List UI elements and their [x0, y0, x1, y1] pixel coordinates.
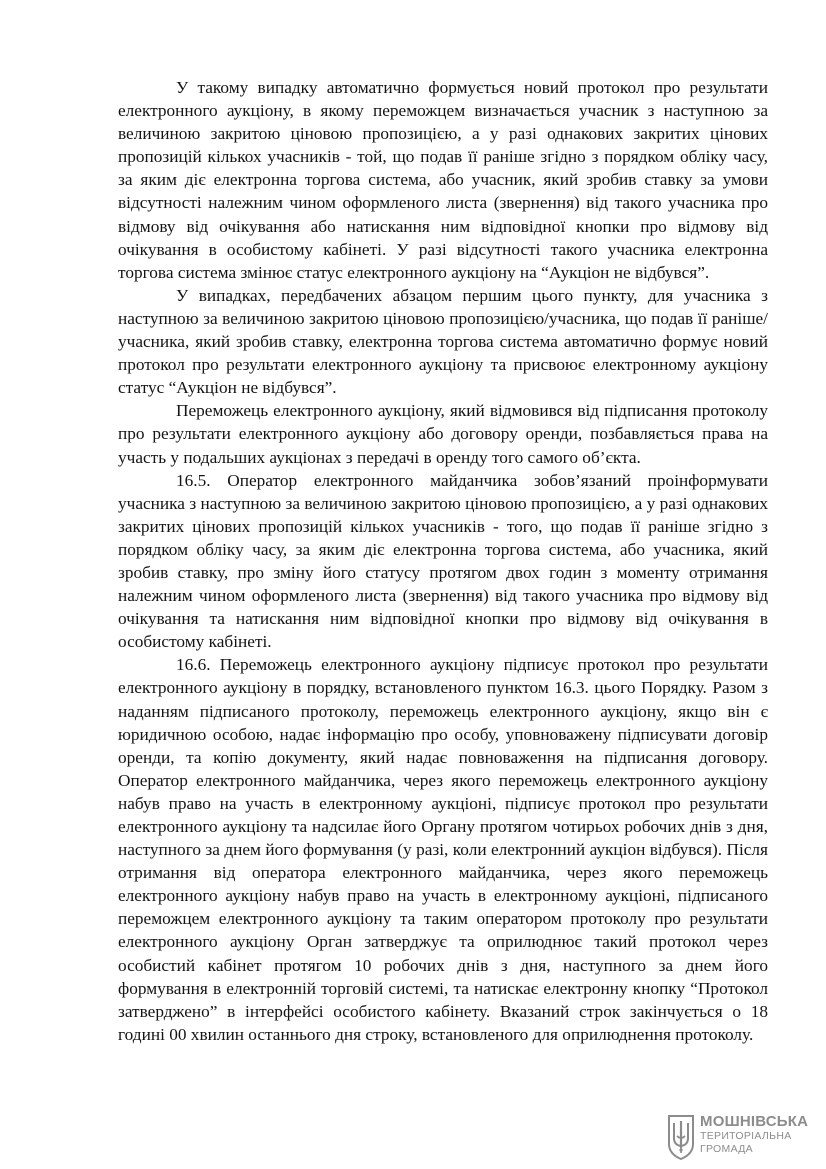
document-body [118, 76, 768, 1046]
logo-subtitle-2: ГРОМАДА [700, 1143, 753, 1155]
paragraph-2: У випадках, передбачених абзацом першим цього пункту, для учасника з наступною за величиною закритою ціновою пропозицією/учасника, що подав її раніше/учасника, який зробив ставку, електронна торгова система автоматично формує новий протокол про результати електронного аукціону та присвоює електронному аукціону статус “Аукціон не відбувся”. [118, 285, 768, 398]
trident-emblem-icon [666, 1114, 696, 1160]
logo-title: МОШНІВСЬКА [700, 1113, 809, 1130]
paragraph-16-6: 16.6. Переможець електронного аукціону підписує протокол про результати електронного аукціону в порядку, встановленого пунктом 16.3. цього Порядку. Разом з наданням підписаного протоколу, переможець електронного аукціону, якщо він є юридичною особою, надає інформацію про особу, уповноважену підписувати договір оренди, та копію документу, який надає повноваження на підписання договору. Оператор електронного майданчика, через якого переможець електронного аукціону набув право на участь в електронному аукціоні, підписує протокол про результати електронного аукціону та надсилає його Органу протягом чотирьох робочих днів з дня, наступного за днем його формування (у разі, коли електронний аукціон відбувся). Після отримання від оператора електронного майданчика, через якого переможець електронного аукціону набув право на участь в електронному аукціоні, підписаного переможцем електронного аукціону та таким оператором протоколу про результати електронного аукціону Орган затверджує та оприлюднює такий протокол через особистий кабінет протягом 10 робочих днів з дня, наступного за днем його формування в електронній торговій системі, та натискає електронну кнопку “Протокол затверджено” в інтерфейсі особистого кабінету. Вказаний строк закінчується о 18 годині 00 хвилин останнього дня строку, встановленого для оприлюднення протоколу. [118, 655, 768, 1044]
logo-subtitle-1: ТЕРИТОРІАЛЬНА [700, 1130, 792, 1142]
community-logo [666, 1113, 809, 1160]
paragraph-3: Переможець електронного аукціону, який відмовився від підписання протоколу про результати електронного аукціону або договору оренди, позбавляється права на участь у подальших аукціонах з передачі в оренду того самого об’єкта. [118, 401, 768, 467]
paragraph-1: У такому випадку автоматично формується новий протокол про результати електронного аукціону, в якому переможцем визначається учасник з наступною за величиною закритою ціновою пропозицією, а у разі однакових закритих цінових пропозицій кількох учасників - той, що подав її раніше згідно з порядком обліку часу, за яким діє електронна торгова система, або учасник, який зробив ставку за умови відсутності належним чином оформленого листа (звернення) від такого учасника про відмову від очікування або натискання ним відповідної кнопки про відмову від очікування в особистому кабінеті. У разі відсутності такого учасника електронна торгова система змінює статус електронного аукціону на “Аукціон не відбувся”. [118, 78, 768, 282]
paragraph-16-5: 16.5. Оператор електронного майданчика зобов’язаний проінформувати учасника з наступною за величиною закритою ціновою пропозицією, а у разі однакових закритих цінових пропозицій кількох учасників - того, що подав її раніше згідно з порядком обліку часу, за яким діє електронна торгова система, або учасника, який зробив ставку, про зміну його статусу протягом двох годин з моменту отримання належним чином оформленого листа (звернення) від такого учасника про відмову від очікування та натискання ним відповідної кнопки про відмову від очікування в особистому кабінеті. [118, 470, 768, 652]
